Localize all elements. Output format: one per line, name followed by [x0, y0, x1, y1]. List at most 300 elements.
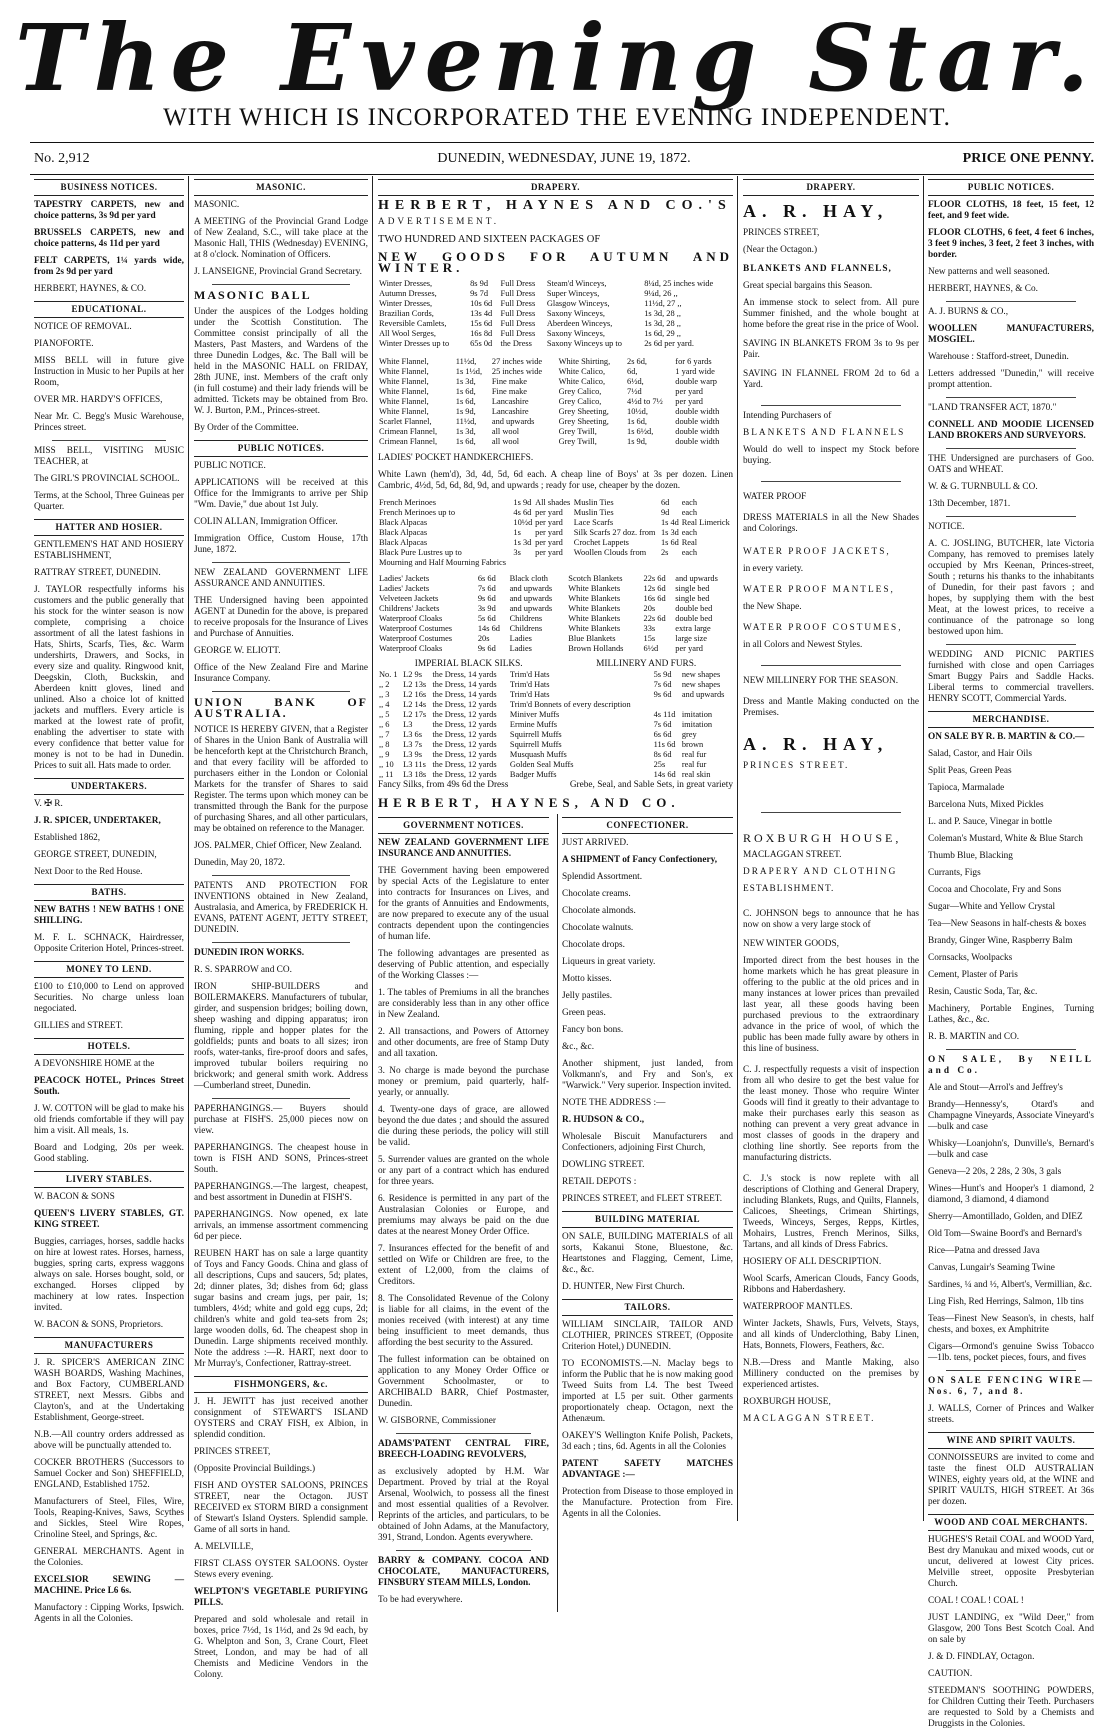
column-3	[378, 176, 733, 1605]
note-address: NOTE THE ADDRESS :—	[562, 1098, 666, 1108]
silk-row	[378, 740, 733, 750]
table-cell: and upwards	[491, 417, 535, 426]
silk-row	[378, 730, 733, 740]
ad-building: ON SALE, BUILDING MATERIALS of all sorts, Kakanui Stone, Bluestone, &c. Heartstones and Flagging, Cement, Lime, &c., &c.	[562, 1232, 733, 1275]
table-cell: 33s	[643, 624, 656, 633]
ad-title: A DEVONSHIRE HOME at the	[34, 1059, 155, 1069]
table-cell: 1s 3d,	[455, 377, 476, 386]
table-cell: Fine make	[491, 387, 527, 396]
flannels-table	[378, 357, 733, 447]
table-cell: Full Dress	[500, 309, 536, 318]
table-cell: 20s	[643, 604, 656, 613]
neill-item: Ling Fish, Red Herrings, Salmon, 1lb tins	[928, 1297, 1084, 1307]
table-cell: 1s 6d,	[455, 437, 476, 446]
waterproof-mantles: WATER PROOF MANTLES,	[743, 585, 895, 595]
table-cell: Black Alpacas	[379, 538, 428, 547]
table-cell: White Flannel,	[379, 407, 429, 416]
table-cell: and upwards	[509, 604, 553, 613]
table-cell: 1s 6d,	[627, 417, 648, 426]
merino-row	[378, 518, 733, 528]
table-cell: Crimean Flannel,	[379, 437, 438, 446]
table-cell: ,, 9	[379, 750, 390, 759]
table-cell: L3 9s	[403, 750, 422, 759]
gov-full: The fullest information can be obtained on application to any Money Order Office or Government Schoolmaster, or to ARCHIBALD BARR, Chief Postmaster, Dunedin.	[378, 1355, 549, 1409]
table-cell: and upwards	[675, 574, 718, 583]
table-cell: 25s	[653, 760, 666, 769]
table-cell: Full Dress	[500, 319, 536, 328]
new-millinery: NEW MILLINERY FOR THE SEASON.	[743, 676, 899, 686]
jacket-row	[378, 644, 733, 654]
merino-row	[378, 498, 733, 508]
ad-paperhangings: PAPERHANGINGS.—The largest, cheapest, and best assortment in Dunedin at FISH'S.	[194, 1182, 368, 1203]
table-cell: Real Limerick	[681, 518, 730, 527]
martin-item: Cornsacks, Woolpacks	[928, 953, 1013, 963]
notice-date: Dunedin, May 20, 1872.	[194, 858, 285, 868]
table-cell: Black Pure Lustres up to	[379, 548, 462, 557]
table-cell: Ladies	[509, 634, 532, 643]
ad-money: £100 to £10,000 to Lend on approved Securities. No charge unless loan negociated.	[34, 982, 184, 1014]
table-cell: the Dress, 14 yards	[432, 680, 497, 689]
silk-row	[378, 710, 733, 720]
table-cell: 8s 6d	[653, 750, 672, 759]
table-cell: Lancashire	[491, 407, 529, 416]
martin-item: Brandy, Ginger Wine, Raspberry Balm	[928, 936, 1073, 946]
blankets-heading: BLANKETS AND FLANNELS,	[743, 264, 892, 274]
ad-cocker: COCKER BROTHERS (Successors to Samuel Cocker and Son) SHEFFIELD, ENGLAND, Established 1752.	[34, 1458, 184, 1490]
jackets-table	[378, 574, 733, 654]
section-heading: MANUFACTURERS	[34, 1337, 184, 1354]
ad-signature: W. & G. TURNBULL & CO.	[928, 482, 1038, 492]
table-cell: 11½d,	[455, 357, 477, 366]
steedman: STEEDMAN'S SOOTHING POWDERS, for Children Cutting their Teeth. Purchasers are requested to Sold by a Chemists and Druggists in the Colonies.	[928, 1686, 1094, 1729]
jacket-row	[378, 604, 733, 614]
dress-materials: DRESS MATERIALS in all the New Shades and Colorings.	[743, 513, 919, 534]
table-cell: Grey Sheeting,	[558, 407, 609, 416]
martin: ON SALE BY R. B. MARTIN & CO.—	[928, 732, 1085, 742]
ad-felt: FELT CARPETS, 1¼ yards wide, from 2s 9d per yard	[34, 256, 184, 277]
merinoes-table	[378, 498, 733, 568]
table-cell: 27 inches wide	[491, 357, 543, 366]
confectionery-item: Green peas.	[562, 1008, 606, 1018]
imported: Imported direct from the best houses in the home markets which he has great pleasure in offering to the public at the old prices and in many instances at lower prices than prevailed last year, all these goods having been purchased previous to the extraordinary advance in the price of wool, of which the public has been made fully aware by others in this line of business.	[743, 956, 919, 1054]
table-cell: Silk Scarfs 27 doz. from	[573, 528, 656, 537]
separator	[761, 405, 901, 406]
table-cell: 7½d	[627, 387, 642, 396]
table-cell: single bed	[675, 584, 710, 593]
ad-spicer: J. R. SPICER, UNDERTAKER,	[34, 816, 161, 826]
table-cell: Real	[681, 538, 698, 547]
letters: Letters addressed "Dunedin," will receive prompt attention.	[928, 369, 1094, 390]
connoisseurs: CONNOISSEURS are invited to come and taste the finest OLD AUSTRALIAN WINES, eighty years old, at the WINE and SPIRIT VAULTS, HIGH STREET. At 36s per dozen.	[928, 1453, 1094, 1507]
table-cell: Saxony Winceys,	[546, 309, 605, 318]
roxburgh-house: ROXBURGH HOUSE,	[743, 831, 902, 845]
column-5	[928, 176, 1094, 1729]
table-cell: Ladies	[509, 644, 532, 653]
woollen: WOOLLEN MANUFACTURERS, MOSGIEL.	[928, 324, 1094, 345]
column-4	[743, 176, 919, 1521]
ad-miss-bell: MISS BELL will in future give Instruction in Music to her Pupils at her Room,	[34, 356, 184, 388]
table-cell	[512, 558, 534, 568]
table-cell: double warp	[675, 377, 717, 386]
jacket-row	[378, 624, 733, 634]
section-heading: PUBLIC NOTICES.	[194, 440, 368, 457]
ad-peacock: PEACOCK HOTEL, Princes Street South.	[34, 1076, 184, 1097]
table-cell: Full Dress	[500, 279, 536, 288]
section-heading: LIVERY STABLES.	[34, 1171, 184, 1188]
table-cell: Childrens' Jackets	[379, 604, 440, 613]
ad-patents: PATENTS AND PROTECTION FOR INVENTIONS obtained in New Zealand, Australasia, and America, by FREDERICK H. EVANS, PATENT AGENT, JETTY STREET, DUNEDIN.	[194, 881, 368, 935]
notice-signature: JOS. PALMER, Chief Officer, New Zealand.	[194, 841, 362, 851]
table-cell: Ladies' Jackets	[379, 584, 430, 593]
ad-barry-note: To be had everywhere.	[378, 1595, 463, 1605]
gov-item: 7. Insurances effected for the benefit of and settled on Wife or Children are free, to the extent of L2,000, from the claims of Creditors.	[378, 1244, 549, 1287]
table-cell: White Blankets	[568, 604, 621, 613]
table-cell: Scotch Blankets	[568, 574, 623, 583]
section-heading: TAILORS.	[562, 1299, 733, 1316]
table-cell: new shapes	[681, 680, 721, 689]
table-cell: all wool	[491, 427, 520, 436]
table-cell: Brown Hollands	[568, 644, 624, 653]
gov-item: 5. Surrender values are granted on the whole or any part of a contract which has endured for three years.	[378, 1155, 549, 1187]
table-cell	[573, 558, 660, 568]
ad-general: GENERAL MERCHANTS. Agent in the Colonies.	[34, 1547, 184, 1568]
table-cell: double bed	[675, 604, 713, 613]
table-cell: 11½d,	[455, 417, 477, 426]
colors: in all Colors and Newest Styles.	[743, 640, 863, 650]
martin-item: Tea—New Seasons in half-chests & boxes	[928, 919, 1087, 929]
table-cell: 6s 6d	[477, 574, 496, 583]
newspaper-title: The Evening Star.	[15, 4, 1099, 112]
table-cell: 9s 6d	[477, 594, 496, 603]
table-cell: White Flannel,	[379, 397, 429, 406]
masthead	[0, 0, 1114, 140]
ad-shipment: A SHIPMENT of Fancy Confectionery,	[562, 855, 718, 865]
table-cell: 7s 6d	[477, 584, 496, 593]
firm-signature: HERBERT, HAYNES, AND CO.	[378, 795, 680, 810]
table-cell: 1 yard wide	[675, 367, 715, 376]
maclaggan-2: MACLAGGAN STREET.	[743, 1414, 876, 1424]
table-cell: Childrens	[509, 624, 543, 633]
confectionery-item: Chocolate almonds.	[562, 906, 636, 916]
ad-address: (Opposite Provincial Buildings.)	[194, 1464, 316, 1474]
table-cell: 14s 6d	[653, 770, 676, 779]
silks-notes	[378, 780, 733, 791]
table-cell: per yard	[535, 528, 563, 537]
separator	[212, 562, 350, 563]
table-cell: Glasgow Winceys,	[546, 299, 610, 308]
table-cell: 11½d, 27 ,,	[644, 299, 682, 308]
table-cell: Golden Seal Muffs	[509, 760, 574, 769]
table-cell: L3	[403, 720, 413, 729]
table-cell: 1s 4d	[660, 518, 679, 527]
intending: Intending Purchasers of	[743, 411, 832, 421]
dress-row	[378, 339, 733, 349]
confectionery-item: &c., &c.	[562, 1042, 595, 1052]
crest-icon: V. ✠ R.	[34, 799, 63, 809]
separator	[946, 644, 1076, 645]
table-cell	[534, 558, 573, 568]
neill-item: Ale and Stout—Arrol's and Jeffrey's	[928, 1083, 1063, 1093]
separator	[761, 812, 901, 813]
column-1	[34, 176, 185, 1624]
table-cell: L3 6s	[403, 730, 422, 739]
fancy-silks-note: Fancy Silks, from 49s 6d the Dress	[378, 780, 509, 790]
table-cell: Winter Dresses up to	[379, 339, 450, 348]
separator	[212, 691, 350, 692]
warehouse: Warehouse : Stafford-street, Dunedin.	[928, 352, 1069, 362]
land-transfer: "LAND TRANSFER ACT, 1870."	[928, 403, 1057, 413]
table-cell: 20s	[477, 634, 490, 643]
table-cell: Miniver Muffs	[509, 710, 560, 719]
ad-signature: W. BACON & SONS, Proprietors.	[34, 1320, 164, 1330]
silks-table	[378, 670, 733, 780]
martin-item: Cocoa and Chocolate, Fry and Sons	[928, 885, 1062, 895]
johnson: C. JOHNSON begs to announce that he has now on show a very large stock of	[743, 909, 919, 930]
retail-depots: RETAIL DEPOTS :	[562, 1177, 637, 1187]
table-cell: Squirrell Muffs	[509, 740, 562, 749]
neill: ON SALE, By NEILL and Co.	[928, 1055, 1094, 1076]
flannel-row	[378, 387, 733, 397]
jacket-row	[378, 634, 733, 644]
patterns: New patterns and well seasoned.	[928, 267, 1050, 277]
table-cell: imitation	[681, 720, 713, 729]
table-cell: White Calico,	[558, 377, 606, 386]
table-cell: 9s 6d	[477, 644, 496, 653]
dress-row	[378, 299, 733, 309]
table-cell: double bed	[675, 614, 713, 623]
ad-baths: NEW BATHS ! NEW BATHS ! ONE SHILLING.	[34, 905, 184, 926]
notice-ball-title: MASONIC BALL	[194, 288, 312, 302]
advertisement-label: ADVERTISEMENT.	[378, 217, 500, 227]
confectionery-item: Chocolate walnuts.	[562, 923, 634, 933]
table-cell: 3s	[513, 548, 521, 557]
table-cell: White Blankets	[568, 594, 621, 603]
table-cell: Waterproof Costumes	[379, 624, 453, 633]
dressmaking: Dress and Mantle Making conducted on the Premises.	[743, 697, 919, 718]
ad-oyster: FIRST CLASS OYSTER SALOONS. Oyster Stews every evening.	[194, 1559, 368, 1580]
table-cell: Grey Calico,	[558, 397, 602, 406]
table-cell: per yard	[675, 397, 703, 406]
table-cell: ,, 10	[379, 760, 394, 769]
dresses-table	[378, 279, 733, 349]
blankets-flannels: BLANKETS AND FLANNELS	[743, 428, 906, 438]
masthead-rule	[30, 142, 1094, 143]
section-heading: GOVERNMENT NOTICES.	[378, 817, 549, 834]
table-cell: L2 9s	[403, 670, 422, 679]
table-cell: Saxony Winceys,	[546, 329, 605, 338]
table-cell: Brazilian Cords,	[379, 309, 434, 318]
table-cell: per yard	[535, 518, 563, 527]
dateline-rule	[30, 174, 1094, 175]
table-cell	[681, 558, 733, 568]
section-heading: MASONIC.	[194, 179, 368, 196]
table-cell: Waterproof Costumes	[379, 634, 453, 643]
table-cell: the Dress, 12 yards	[432, 760, 497, 769]
merino-row	[378, 538, 733, 548]
section-heading: EDUCATIONAL.	[34, 301, 184, 318]
table-cell: Trim'd Hats	[509, 680, 550, 689]
table-cell: Muslin Ties	[573, 508, 614, 517]
ad-note: N.B.—All country orders addressed as above will be punctually attended to.	[34, 1430, 184, 1451]
notice-signature: By Order of the Committee.	[194, 423, 299, 433]
neill-item: Rice—Patna and dressed Java	[928, 1246, 1040, 1256]
gov-item: 4. Twenty-one days of grace, are allowed beyond the due dates ; and should the assured die during these periods, the policy will still be valid.	[378, 1105, 549, 1148]
martin-item: Machinery, Portable Engines, Turning Lathes, &c., &c.	[928, 1004, 1094, 1025]
table-cell: 1s 9d,	[455, 407, 476, 416]
dateline	[34, 146, 1094, 172]
table-cell: 1s 3d	[660, 528, 679, 537]
table-cell: Squirrell Muffs	[509, 730, 562, 739]
table-cell: 1s 9d	[513, 498, 532, 507]
ad-paperhangings: PAPERHANGINGS. Now opened, ex late arrivals, an immense assortment commencing 6d per piece.	[194, 1210, 368, 1242]
section-heading: WINE AND SPIRIT VAULTS.	[928, 1432, 1094, 1449]
neill-item: Canvas, Lungair's Seaming Twine	[928, 1263, 1055, 1273]
new-winter-goods: NEW WINTER GOODS,	[743, 939, 839, 949]
martin-item: Cement, Plaster of Paris	[928, 970, 1018, 980]
ad-address: GEORGE STREET, DUNEDIN,	[34, 850, 157, 860]
silk-row	[378, 670, 733, 680]
gov-signature: W. GISBORNE, Commissioner	[378, 1416, 496, 1426]
table-cell: White Flannel,	[379, 357, 429, 366]
landing: JUST LANDING, ex "Wild Deer," from Glasgow, 200 Tons Best Scotch Coal. And on sale by	[928, 1613, 1094, 1645]
jacket-row	[378, 614, 733, 624]
ad-paperhangings: PAPERHANGINGS.— Buyers should purchase at FISH'S. 25,000 pieces now on view.	[194, 1104, 368, 1136]
table-cell: ,, 4	[379, 700, 390, 709]
ad-buggies: Buggies, carriages, horses, saddle hacks on hire at lowest rates. Horses, harness, buggies, spring carts, express waggons always on sale. Horses bought, sold, or exchanged. Horses clipped by machinery at low rates. Inspection invited.	[34, 1237, 184, 1313]
table-cell: 9¼d, 26 ,,	[644, 289, 678, 298]
section-heading: UNDERTAKERS.	[34, 778, 184, 795]
table-cell: 1s 3d	[513, 538, 532, 547]
ad-signature: HERBERT, HAYNES, & CO.	[34, 284, 147, 294]
separator	[212, 942, 350, 943]
neill-item: Geneva—2 20s, 2 28s, 2 30s, 3 gals	[928, 1167, 1062, 1177]
section-heading: FISHMONGERS, &c.	[194, 1376, 368, 1393]
ad-excelsior-detail: Manufactory : Cipping Works, Ipswich. Agents in all the Colonies.	[34, 1603, 184, 1624]
ad-brussels: BRUSSELS CARPETS, new and choice patterns, 4s 11d per yard	[34, 228, 184, 249]
ad-title: W. BACON & SONS	[34, 1192, 115, 1202]
ad-maclay: TO ECONOMISTS.—N. Maclay begs to inform the Public that he is now making good Tweed Suits from L4. The best Tweed imported at L5 per suit. Other garments proportionately cheap. Octagon, next the Athenæum.	[562, 1359, 733, 1424]
separator	[212, 1098, 350, 1099]
ad-cocker-detail: Manufacturers of Steel, Files, Wire, Tools, Reaping-Knives, Saws, Scythes and Sickles, Steel Wire Ropes, Crinoline Steel, and Springs, &c.	[34, 1497, 184, 1540]
josling: A. C. JOSLING, BUTCHER, late Victoria Company, has removed to premises lately occupied by Mrs Keenan, Princes-street, South ; returns his thanks to the inhabitants of Dunedin, for their past favors ; and hopes, by supplying them with the best Meat, at the lowest prices, to receive a continuance of the patronage so long bestowed upon him.	[928, 539, 1094, 637]
nb-note: N.B.—Dress and Mantle Making, also Millinery conducted on the premises by experienced artistes.	[743, 1358, 919, 1390]
martin-item: Currants, Figs	[928, 868, 981, 878]
ad-welpton: WELPTON'S VEGETABLE PURIFYING PILLS.	[194, 1587, 368, 1608]
table-cell: and upwards	[509, 584, 553, 593]
table-cell: Velveteen Jackets	[379, 594, 439, 603]
separator	[396, 1433, 531, 1434]
table-cell: 6d,	[627, 367, 638, 376]
table-cell: 16s 6d	[643, 594, 666, 603]
ad-terms: Terms, at the School, Three Guineas per Quarter.	[34, 491, 184, 512]
table-cell: Badger Muffs	[509, 770, 557, 779]
table-cell: French Merinoes	[379, 498, 436, 507]
handkerchiefs-heading: LADIES' POCKET HANDKERCHIEFS.	[378, 453, 534, 463]
bargains: Great special bargains this Season.	[743, 281, 873, 291]
dress-row	[378, 279, 733, 289]
ad-barry: BARRY & COMPANY. COCOA AND CHOCOLATE, MANUFACTURERS, FINSBURY STEAM MILLS, London.	[378, 1556, 549, 1588]
table-cell: 10½d	[513, 518, 533, 527]
table-cell: Grey Twill,	[558, 427, 597, 436]
table-cell: Black Alpacas	[379, 518, 428, 527]
separator	[212, 284, 350, 285]
table-cell: 1s 6d, 29 ,,	[644, 329, 681, 338]
merino-row	[378, 528, 733, 538]
table-cell: Crimean Flannel,	[379, 427, 438, 436]
table-cell: and upwards	[509, 594, 553, 603]
ad-iron-text: IRON SHIP-BUILDERS and BOILERMAKERS. Manufacturers of tubular, girder, and suspension bridges; boiling down, sheep washing and dipping apparatus; iron fluming, ripple and hopper plates for the goldfields; punts and boats to all sizes; iron roofs, water-tanks, fire-proof doors and safes, improved tubular boilers requiring no brickwork; and general smith work. Address—Cumberland street, Dunedin.	[194, 982, 368, 1091]
table-cell: single bed	[675, 594, 710, 603]
column-divider	[188, 176, 189, 1521]
martin-item: Thumb Blue, Blacking	[928, 851, 1013, 861]
waterproof: WATER PROOF	[743, 492, 807, 502]
table-cell: 7s 6d	[653, 720, 672, 729]
ad-cotton: J. W. COTTON will be glad to make his old friends comfortable if they will pay him a visit. All meals, 1s.	[34, 1104, 184, 1136]
coal: COAL ! COAL ! COAL !	[928, 1596, 1024, 1606]
table-cell: 6s 6d	[653, 730, 672, 739]
table-cell: 65s 0d	[470, 339, 493, 348]
table-cell: each	[681, 498, 698, 507]
section-heading: DRAPERY.	[743, 179, 919, 196]
ad-jewitt: J. H. JEWITT has just received another consignment of STEWART'S ISLAND OYSTERS and CRAY FISH, ex Albion, in splendid condition.	[194, 1397, 368, 1440]
ad-title: GENTLEMEN'S HAT AND HOSIERY ESTABLISHMENT,	[34, 540, 184, 561]
hughes: HUGHES'S Retail COAL and WOOD Yard, Best dry Manukau and mixed woods, cut or uncut, delivered at lowest City prices. Melville street, opposite Presbyterian Church.	[928, 1535, 1094, 1589]
table-cell: White Flannel,	[379, 367, 429, 376]
table-cell: No. 1	[379, 670, 398, 679]
jacket-row	[378, 584, 733, 594]
table-cell: 1s 9d,	[627, 437, 648, 446]
drapery-clothing: DRAPERY AND CLOTHING	[743, 867, 898, 877]
table-cell: the Dress	[500, 339, 532, 348]
table-cell: L2 14s	[403, 700, 427, 709]
table-cell: ,, 2	[379, 680, 390, 689]
table-cell: 2s	[660, 548, 669, 557]
waterproof-mantles-2: WATERPROOF MANTLES.	[743, 1302, 853, 1312]
table-cell: L2 17s	[403, 710, 427, 719]
section-heading: DRAPERY.	[378, 179, 733, 196]
table-cell: the Dress, 14 yards	[432, 670, 497, 679]
flannel-row	[378, 367, 733, 377]
column-divider	[372, 176, 373, 1521]
table-cell: 1s 6d	[660, 538, 679, 547]
table-cell	[681, 700, 733, 710]
silk-row	[378, 680, 733, 690]
table-cell: Ladies' Jackets	[379, 574, 430, 583]
flannel-row	[378, 357, 733, 367]
table-cell: Grey Twill,	[558, 437, 597, 446]
table-cell: Ermine Muffs	[509, 720, 557, 729]
jacket-row	[378, 594, 733, 604]
table-cell: Waterproof Cloaks	[379, 644, 443, 653]
new-shape: the New Shape.	[743, 602, 802, 612]
confectionery-item: Liqueurs in great variety.	[562, 957, 656, 967]
ad-tapestry: TAPESTRY CARPETS, new and choice patterns, 3s 9d per yard	[34, 200, 184, 221]
section-heading: BUILDING MATERIAL	[562, 1211, 733, 1228]
saving-blankets: SAVING IN BLANKETS FROM 3s to 9s per Pair.	[743, 339, 919, 360]
table-cell: White Flannel,	[379, 377, 429, 386]
table-cell: ,, 7	[379, 730, 390, 739]
neill-list	[928, 1083, 1094, 1364]
table-cell: L3 7s	[403, 740, 422, 749]
silks-heading: IMPERIAL BLACK SILKS.	[414, 659, 523, 669]
separator	[946, 448, 1076, 449]
ad-signature: GILLIES and STREET.	[34, 1021, 123, 1031]
ad-signature: D. HUNTER, New First Church.	[562, 1282, 685, 1292]
merino-row	[378, 508, 733, 518]
table-cell: 10½d,	[627, 407, 648, 416]
ad-signature: R. B. MARTIN and CO.	[928, 1032, 1020, 1042]
table-cell: Full Dress	[500, 299, 536, 308]
